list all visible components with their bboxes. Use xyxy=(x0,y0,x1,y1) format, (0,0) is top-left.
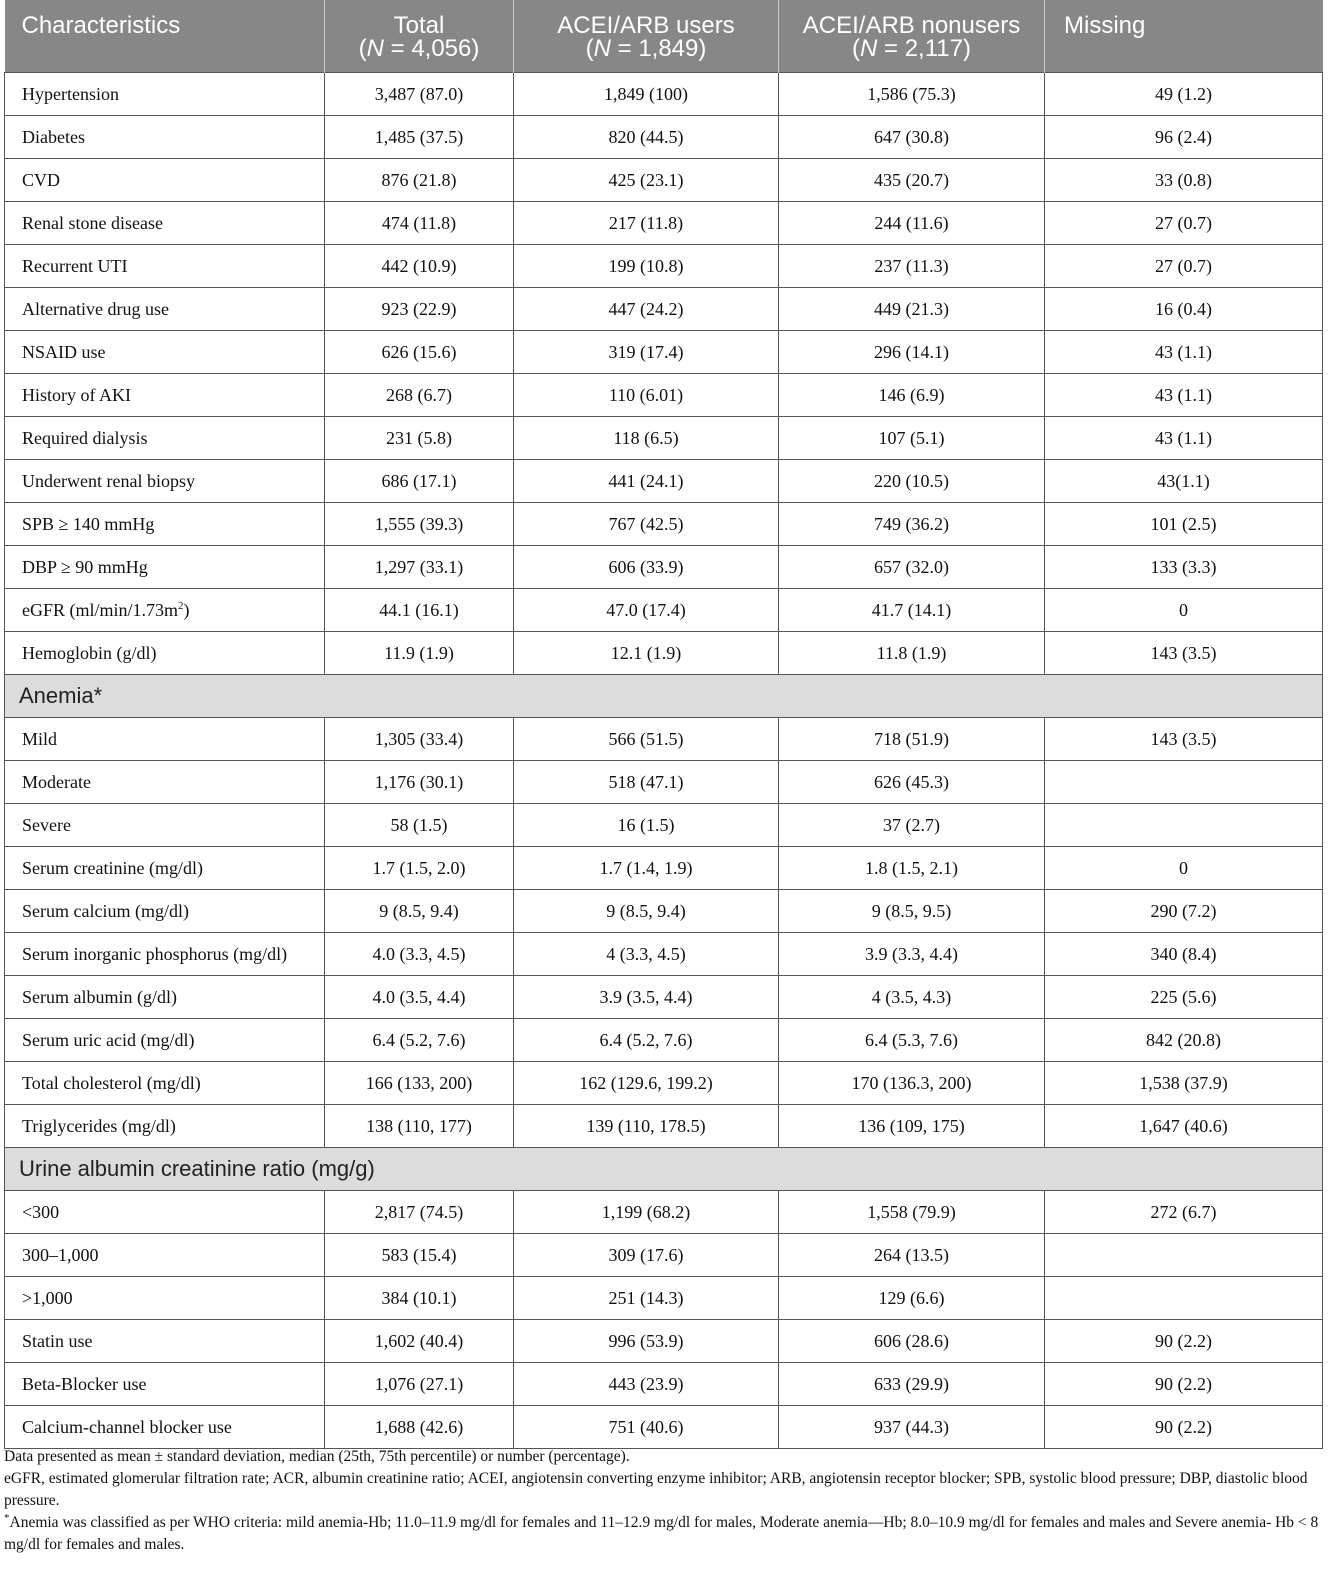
table-row xyxy=(5,761,1323,804)
cell-acei-arb-nonusers: 41.7 (14.1) xyxy=(779,589,1045,632)
cell-acei-arb-users: 3.9 (3.5, 4.4) xyxy=(514,976,779,1019)
table-row xyxy=(5,718,1323,761)
row-label: Recurrent UTI xyxy=(5,245,325,288)
cell-acei-arb-users: 443 (23.9) xyxy=(514,1363,779,1406)
cell-acei-arb-nonusers: 626 (45.3) xyxy=(779,761,1045,804)
cell-acei-arb-users: 566 (51.5) xyxy=(514,718,779,761)
cell-missing: 90 (2.2) xyxy=(1045,1363,1323,1406)
cell-missing: 290 (7.2) xyxy=(1045,890,1323,933)
section-header-row xyxy=(5,675,1323,718)
row-label: 300–1,000 xyxy=(5,1234,325,1277)
row-label: CVD xyxy=(5,159,325,202)
row-label: >1,000 xyxy=(5,1277,325,1320)
cell-missing: 143 (3.5) xyxy=(1045,632,1323,675)
cell-missing: 43 (1.1) xyxy=(1045,374,1323,417)
table-row xyxy=(5,288,1323,331)
cell-total: 1,076 (27.1) xyxy=(325,1363,514,1406)
table-row xyxy=(5,1277,1323,1320)
cell-acei-arb-users: 996 (53.9) xyxy=(514,1320,779,1363)
cell-missing: 27 (0.7) xyxy=(1045,245,1323,288)
cell-total: 138 (110, 177) xyxy=(325,1105,514,1148)
cell-acei-arb-nonusers: 718 (51.9) xyxy=(779,718,1045,761)
table-row xyxy=(5,847,1323,890)
cell-acei-arb-nonusers: 647 (30.8) xyxy=(779,116,1045,159)
cell-total: 11.9 (1.9) xyxy=(325,632,514,675)
row-label: DBP ≥ 90 mmHg xyxy=(5,546,325,589)
cell-acei-arb-nonusers: 129 (6.6) xyxy=(779,1277,1045,1320)
cell-acei-arb-nonusers: 1.8 (1.5, 2.1) xyxy=(779,847,1045,890)
table-row xyxy=(5,933,1323,976)
cell-acei-arb-users: 9 (8.5, 9.4) xyxy=(514,890,779,933)
table-row xyxy=(5,1320,1323,1363)
cell-total: 1.7 (1.5, 2.0) xyxy=(325,847,514,890)
cell-missing: 90 (2.2) xyxy=(1045,1320,1323,1363)
cell-acei-arb-users: 110 (6.01) xyxy=(514,374,779,417)
cell-missing: 1,647 (40.6) xyxy=(1045,1105,1323,1148)
cell-acei-arb-users: 518 (47.1) xyxy=(514,761,779,804)
cell-acei-arb-nonusers: 170 (136.3, 200) xyxy=(779,1062,1045,1105)
table-row xyxy=(5,1363,1323,1406)
cell-total: 6.4 (5.2, 7.6) xyxy=(325,1019,514,1062)
cell-total: 1,688 (42.6) xyxy=(325,1406,514,1449)
row-label: Severe xyxy=(5,804,325,847)
cell-total: 44.1 (16.1) xyxy=(325,589,514,632)
cell-acei-arb-nonusers: 11.8 (1.9) xyxy=(779,632,1045,675)
cell-acei-arb-users: 319 (17.4) xyxy=(514,331,779,374)
cell-total: 4.0 (3.3, 4.5) xyxy=(325,933,514,976)
cell-missing: 96 (2.4) xyxy=(1045,116,1323,159)
cell-total: 9 (8.5, 9.4) xyxy=(325,890,514,933)
row-label: SPB ≥ 140 mmHg xyxy=(5,503,325,546)
cell-acei-arb-users: 199 (10.8) xyxy=(514,245,779,288)
table-row xyxy=(5,503,1323,546)
table-row xyxy=(5,1406,1323,1449)
table-row xyxy=(5,460,1323,503)
cell-missing: 225 (5.6) xyxy=(1045,976,1323,1019)
cell-total: 583 (15.4) xyxy=(325,1234,514,1277)
row-label: NSAID use xyxy=(5,331,325,374)
row-label: Moderate xyxy=(5,761,325,804)
table-row xyxy=(5,374,1323,417)
row-label: Underwent renal biopsy xyxy=(5,460,325,503)
cell-missing: 0 xyxy=(1045,589,1323,632)
cell-total: 1,297 (33.1) xyxy=(325,546,514,589)
header-acei-arb-nonusers xyxy=(779,0,1045,73)
cell-acei-arb-nonusers: 244 (11.6) xyxy=(779,202,1045,245)
header-total xyxy=(325,0,514,73)
cell-total: 1,555 (39.3) xyxy=(325,503,514,546)
cell-acei-arb-users: 162 (129.6, 199.2) xyxy=(514,1062,779,1105)
cell-total: 626 (15.6) xyxy=(325,331,514,374)
cell-acei-arb-users: 4 (3.3, 4.5) xyxy=(514,933,779,976)
cell-acei-arb-nonusers: 264 (13.5) xyxy=(779,1234,1045,1277)
table-row xyxy=(5,890,1323,933)
row-label: Triglycerides (mg/dl) xyxy=(5,1105,325,1148)
table-row xyxy=(5,1105,1323,1148)
cell-acei-arb-nonusers: 107 (5.1) xyxy=(779,417,1045,460)
cell-acei-arb-users: 251 (14.3) xyxy=(514,1277,779,1320)
section-header-row xyxy=(5,1148,1323,1191)
cell-acei-arb-users: 767 (42.5) xyxy=(514,503,779,546)
row-label: Serum albumin (g/dl) xyxy=(5,976,325,1019)
row-label: Total cholesterol (mg/dl) xyxy=(5,1062,325,1105)
table-row xyxy=(5,73,1323,116)
table-row xyxy=(5,245,1323,288)
cell-acei-arb-nonusers: 146 (6.9) xyxy=(779,374,1045,417)
section-header: Anemia* xyxy=(5,675,1323,718)
cell-acei-arb-nonusers: 937 (44.3) xyxy=(779,1406,1045,1449)
characteristics-table-container xyxy=(4,0,1322,1449)
cell-total: 686 (17.1) xyxy=(325,460,514,503)
row-label: Diabetes xyxy=(5,116,325,159)
cell-total: 876 (21.8) xyxy=(325,159,514,202)
cell-missing: 43(1.1) xyxy=(1045,460,1323,503)
row-label: Alternative drug use xyxy=(5,288,325,331)
row-label: Hemoglobin (g/dl) xyxy=(5,632,325,675)
cell-acei-arb-users: 6.4 (5.2, 7.6) xyxy=(514,1019,779,1062)
cell-acei-arb-nonusers: 296 (14.1) xyxy=(779,331,1045,374)
header-missing: Missing xyxy=(1045,0,1323,73)
row-label: Beta-Blocker use xyxy=(5,1363,325,1406)
cell-total: 166 (133, 200) xyxy=(325,1062,514,1105)
cell-acei-arb-users: 47.0 (17.4) xyxy=(514,589,779,632)
table-row xyxy=(5,202,1323,245)
table-body xyxy=(5,73,1323,1449)
cell-acei-arb-users: 441 (24.1) xyxy=(514,460,779,503)
table-row xyxy=(5,159,1323,202)
cell-missing: 842 (20.8) xyxy=(1045,1019,1323,1062)
cell-total: 1,485 (37.5) xyxy=(325,116,514,159)
cell-acei-arb-users: 606 (33.9) xyxy=(514,546,779,589)
cell-missing: 43 (1.1) xyxy=(1045,331,1323,374)
cell-acei-arb-nonusers: 220 (10.5) xyxy=(779,460,1045,503)
header-total-label: Total xyxy=(393,12,445,39)
row-label: Statin use xyxy=(5,1320,325,1363)
cell-missing: 101 (2.5) xyxy=(1045,503,1323,546)
cell-missing: 143 (3.5) xyxy=(1045,718,1323,761)
table-footnotes xyxy=(4,1446,1322,1556)
header-users-label: ACEI/ARB users xyxy=(557,12,735,39)
cell-missing: 49 (1.2) xyxy=(1045,73,1323,116)
cell-total: 58 (1.5) xyxy=(325,804,514,847)
header-users-n: (N = 1,849) xyxy=(585,35,707,62)
header-characteristics: Characteristics xyxy=(5,0,325,73)
cell-missing: 27 (0.7) xyxy=(1045,202,1323,245)
cell-missing: 133 (3.3) xyxy=(1045,546,1323,589)
cell-acei-arb-users: 118 (6.5) xyxy=(514,417,779,460)
cell-acei-arb-nonusers: 657 (32.0) xyxy=(779,546,1045,589)
cell-missing: 90 (2.2) xyxy=(1045,1406,1323,1449)
section-header: Urine albumin creatinine ratio (mg/g) xyxy=(5,1148,1323,1191)
table-header xyxy=(5,0,1323,73)
table-row xyxy=(5,976,1323,1019)
row-label: Required dialysis xyxy=(5,417,325,460)
row-label: Renal stone disease xyxy=(5,202,325,245)
table-row xyxy=(5,116,1323,159)
cell-acei-arb-users: 309 (17.6) xyxy=(514,1234,779,1277)
row-label: Calcium-channel blocker use xyxy=(5,1406,325,1449)
cell-acei-arb-nonusers: 633 (29.9) xyxy=(779,1363,1045,1406)
table-row xyxy=(5,1062,1323,1105)
row-label: Mild xyxy=(5,718,325,761)
cell-missing: 43 (1.1) xyxy=(1045,417,1323,460)
row-label: Hypertension xyxy=(5,73,325,116)
cell-missing xyxy=(1045,804,1323,847)
cell-acei-arb-nonusers: 37 (2.7) xyxy=(779,804,1045,847)
cell-total: 2,817 (74.5) xyxy=(325,1191,514,1234)
cell-missing: 272 (6.7) xyxy=(1045,1191,1323,1234)
header-nonusers-n: (N = 2,117) xyxy=(852,35,971,62)
cell-total: 231 (5.8) xyxy=(325,417,514,460)
characteristics-table xyxy=(4,0,1323,1449)
cell-total: 474 (11.8) xyxy=(325,202,514,245)
row-label: <300 xyxy=(5,1191,325,1234)
row-label: Serum inorganic phosphorus (mg/dl) xyxy=(5,933,325,976)
table-row xyxy=(5,1019,1323,1062)
table-row xyxy=(5,546,1323,589)
cell-missing xyxy=(1045,761,1323,804)
table-row xyxy=(5,804,1323,847)
cell-acei-arb-users: 447 (24.2) xyxy=(514,288,779,331)
table-row xyxy=(5,589,1323,632)
cell-missing: 16 (0.4) xyxy=(1045,288,1323,331)
cell-acei-arb-nonusers: 9 (8.5, 9.5) xyxy=(779,890,1045,933)
cell-acei-arb-nonusers: 4 (3.5, 4.3) xyxy=(779,976,1045,1019)
footnote-data-presentation: Data presented as mean ± standard deviation, median (25th, 75th percentile) or number (percentage). xyxy=(4,1448,630,1465)
table-row xyxy=(5,331,1323,374)
cell-missing xyxy=(1045,1234,1323,1277)
row-label: Serum creatinine (mg/dl) xyxy=(5,847,325,890)
cell-total: 923 (22.9) xyxy=(325,288,514,331)
cell-acei-arb-nonusers: 606 (28.6) xyxy=(779,1320,1045,1363)
footnote-anemia-criteria: *Anemia was classified as per WHO criteria: mild anemia-Hb; 11.0–11.9 mg/dl for females and 11–12.9 mg/dl for males, Moderate anemia—Hb; 8.0–10.9 mg/dl for females and males and Severe anemia- Hb < 8 mg/dl for females and males. xyxy=(4,1511,1319,1553)
cell-acei-arb-users: 16 (1.5) xyxy=(514,804,779,847)
cell-acei-arb-nonusers: 237 (11.3) xyxy=(779,245,1045,288)
cell-total: 1,305 (33.4) xyxy=(325,718,514,761)
table-row xyxy=(5,1191,1323,1234)
header-total-n: (N = 4,056) xyxy=(358,35,480,62)
table-row xyxy=(5,417,1323,460)
row-label: Serum calcium (mg/dl) xyxy=(5,890,325,933)
cell-acei-arb-nonusers: 3.9 (3.3, 4.4) xyxy=(779,933,1045,976)
header-nonusers-label: ACEI/ARB nonusers xyxy=(802,12,1021,39)
cell-acei-arb-nonusers: 749 (36.2) xyxy=(779,503,1045,546)
cell-acei-arb-users: 139 (110, 178.5) xyxy=(514,1105,779,1148)
cell-acei-arb-users: 1.7 (1.4, 1.9) xyxy=(514,847,779,890)
cell-total: 268 (6.7) xyxy=(325,374,514,417)
cell-missing xyxy=(1045,1277,1323,1320)
cell-acei-arb-users: 1,849 (100) xyxy=(514,73,779,116)
cell-acei-arb-nonusers: 1,586 (75.3) xyxy=(779,73,1045,116)
row-label: Serum uric acid (mg/dl) xyxy=(5,1019,325,1062)
header-acei-arb-users xyxy=(514,0,779,73)
cell-acei-arb-nonusers: 6.4 (5.3, 7.6) xyxy=(779,1019,1045,1062)
cell-acei-arb-users: 1,199 (68.2) xyxy=(514,1191,779,1234)
cell-acei-arb-users: 12.1 (1.9) xyxy=(514,632,779,675)
table-row xyxy=(5,1234,1323,1277)
cell-missing: 33 (0.8) xyxy=(1045,159,1323,202)
cell-acei-arb-nonusers: 449 (21.3) xyxy=(779,288,1045,331)
cell-missing: 340 (8.4) xyxy=(1045,933,1323,976)
cell-total: 3,487 (87.0) xyxy=(325,73,514,116)
row-label: eGFR $(ml/\min/1.73m^2)$ xyxy=(5,589,325,632)
cell-total: 442 (10.9) xyxy=(325,245,514,288)
table-row xyxy=(5,632,1323,675)
cell-acei-arb-nonusers: 1,558 (79.9) xyxy=(779,1191,1045,1234)
cell-acei-arb-users: 425 (23.1) xyxy=(514,159,779,202)
cell-total: 1,176 (30.1) xyxy=(325,761,514,804)
cell-total: 384 (10.1) xyxy=(325,1277,514,1320)
cell-acei-arb-nonusers: 136 (109, 175) xyxy=(779,1105,1045,1148)
cell-missing: 1,538 (37.9) xyxy=(1045,1062,1323,1105)
cell-acei-arb-users: 217 (11.8) xyxy=(514,202,779,245)
cell-total: 4.0 (3.5, 4.4) xyxy=(325,976,514,1019)
footnote-abbreviations: eGFR, estimated glomerular filtration rate; ACR, albumin creatinine ratio; ACEI, angiotensin converting enzyme inhibitor; ARB, angiotensin receptor blocker; SPB, systolic blood pressure; DBP, diastolic blood pressure. xyxy=(4,1470,1308,1509)
cell-acei-arb-nonusers: 435 (20.7) xyxy=(779,159,1045,202)
cell-missing: 0 xyxy=(1045,847,1323,890)
cell-acei-arb-users: 820 (44.5) xyxy=(514,116,779,159)
cell-total: 1,602 (40.4) xyxy=(325,1320,514,1363)
row-label: History of AKI xyxy=(5,374,325,417)
cell-acei-arb-users: 751 (40.6) xyxy=(514,1406,779,1449)
